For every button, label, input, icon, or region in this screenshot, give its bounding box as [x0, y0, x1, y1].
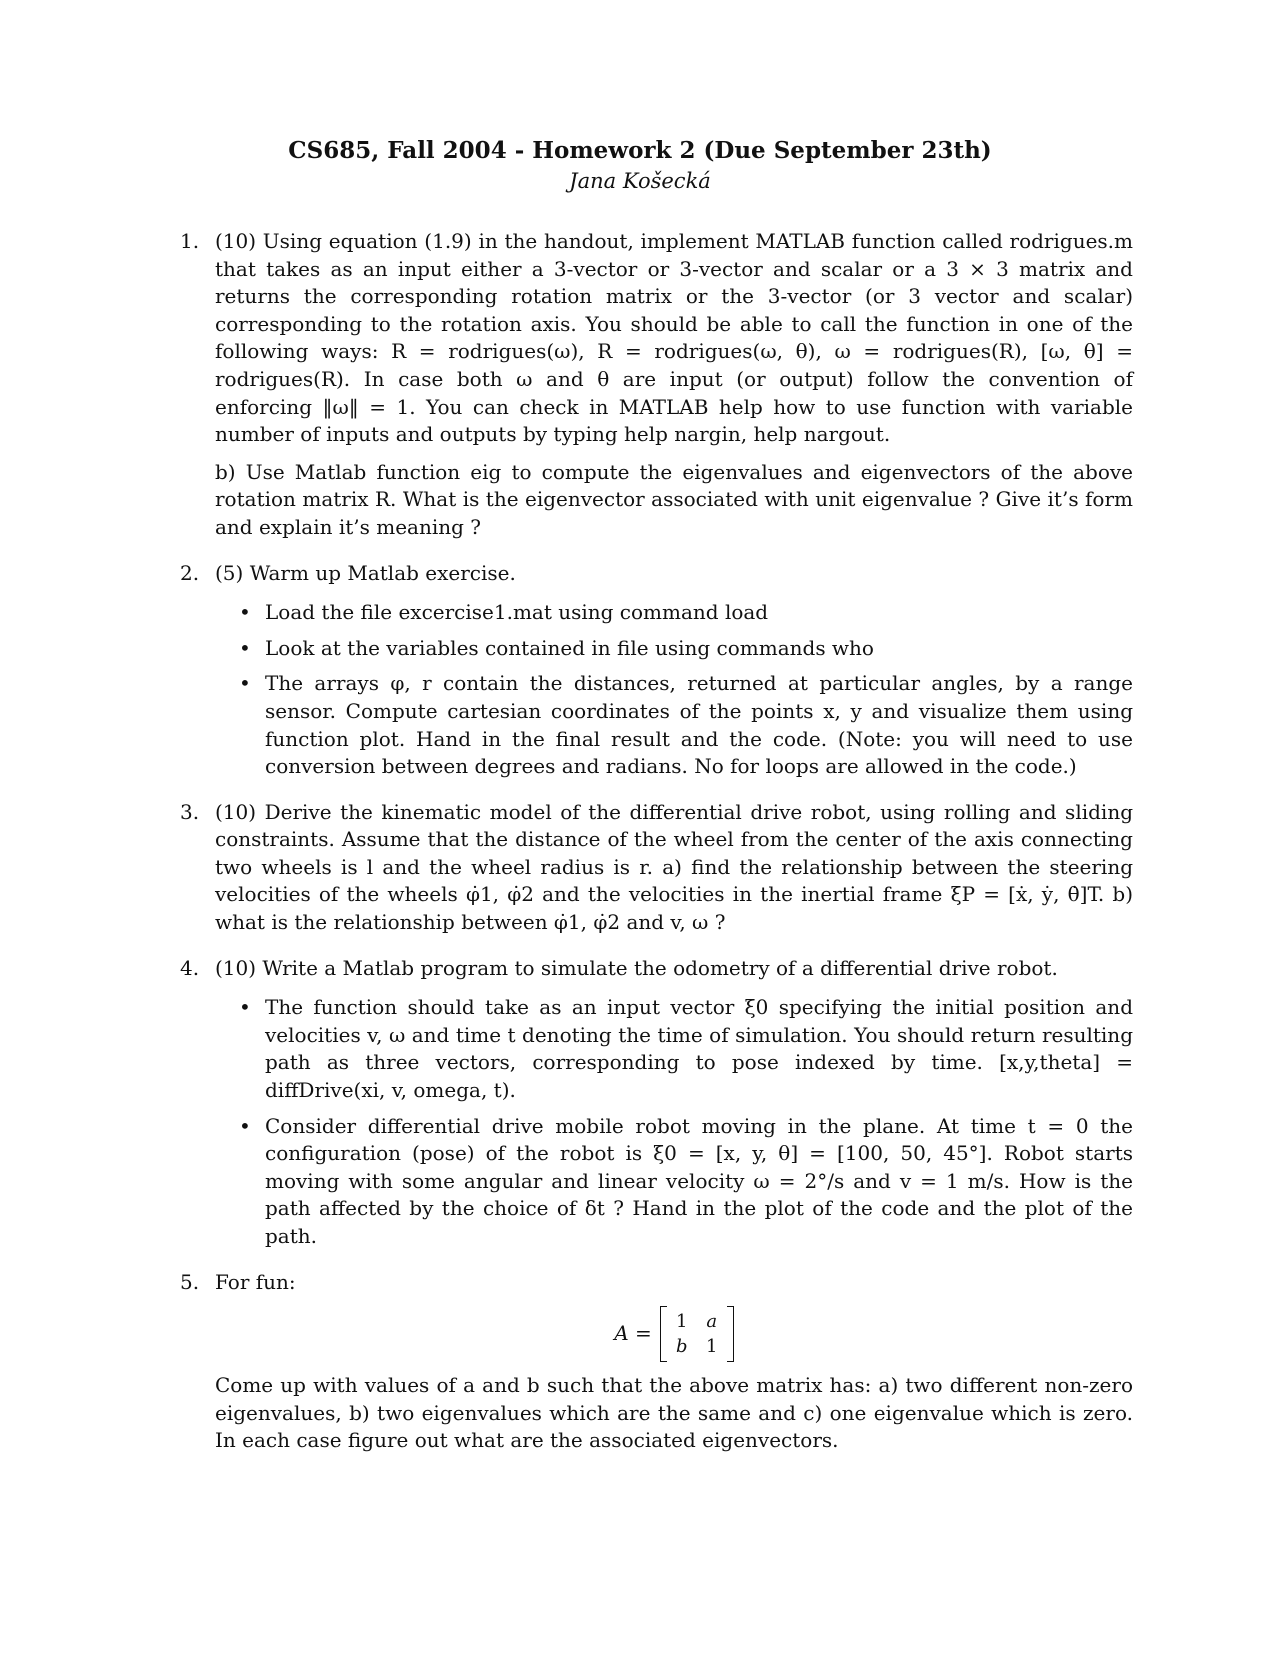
- problem-2: [180, 560, 1133, 781]
- bullet-icon: •: [239, 635, 251, 660]
- problem-5: [180, 1269, 1133, 1455]
- right-bracket: [727, 1306, 734, 1362]
- problem-3: [180, 799, 1133, 937]
- bullet-icon: •: [239, 600, 251, 625]
- list-item: • The function should take as an input vector ξ0 specifying the initial position and velocities v, ω and time t denoting the time of simulation. You should return resulting path as three vectors, corresponding to pose indexed by time. [x,y,theta] = diffDrive(xi, v, omega, t).: [239, 995, 1133, 1103]
- problem-number: 3.: [180, 799, 200, 824]
- list-item: • Load the file excercise1.mat using command load: [265, 599, 1133, 627]
- list-item: • Look at the variables contained in file using commands who: [265, 635, 1133, 663]
- problem-number: 5.: [180, 1269, 200, 1294]
- problem-1: [180, 228, 1133, 542]
- problem-4-text: (10) Write a Matlab program to simulate the odometry of a differential drive robot.: [215, 955, 1058, 980]
- problem-5-intro: For fun:: [215, 1269, 296, 1294]
- author-name: Jana Košecká: [569, 169, 711, 193]
- matrix-cell: 1: [676, 1311, 688, 1333]
- problem-2-bullets: [215, 599, 1133, 781]
- problem-number: 2.: [180, 560, 200, 585]
- problem-number: 1.: [180, 229, 200, 253]
- list-item: • Consider differential drive mobile robot moving in the plane. At time t = 0 the configuration (pose) of the robot is ξ0 = [x, y, θ] = [100, 50, 45°]. Robot starts moving with some angular and linear velocity ω = 2°/s and v = 1 m/s. How is the path affected by the choice of δt ? Hand in the plot of the code and the plot of the path.: [239, 1113, 1133, 1248]
- bullet-icon: •: [239, 995, 251, 1020]
- matrix-cell: 1: [706, 1336, 718, 1358]
- problem-list: [180, 228, 1133, 1473]
- bullet-icon: •: [239, 671, 251, 696]
- bullet-icon: •: [239, 1113, 251, 1138]
- matrix-cells: [667, 1309, 727, 1359]
- matrix-cell: b: [676, 1336, 688, 1358]
- matrix-cell: a: [706, 1311, 718, 1333]
- problem-3-text: (10) Derive the kinematic model of the differential drive robot, using rolling and sliding constraints. Assume that the distance of the wheel from the center of the axis connecting two wheels is l and the wheel radius is r. a) find the relationship between the steering velocities of the wheels φ̇1, φ̇2 and the velocities in the inertial frame ξP = [ẋ, ẏ, θ̇]T. b) what is the relationship between φ̇1, φ̇2 and v, ω ?: [215, 799, 1133, 935]
- problem-5-text: Come up with values of a and b such that the above matrix has: a) two different non-zero eigenvalues, b) two eigenvalues which are the same and c) one eigenvalue which is zero. In each case figure out what are the associated eigenvectors.: [215, 1373, 1133, 1453]
- problem-4: [180, 955, 1133, 1251]
- problem-1-text: (10) Using equation (1.9) in the handout, implement MATLAB function called rodrigues.m that takes as an input either a 3-vector or 3-vector and scalar or a 3 × 3 matrix and returns the corresponding rotation matrix or the 3-vector (or 3 vector and scalar) corresponding to the rotation axis. You should be able to call the function in one of the following ways: R = rodrigues(ω), R = rodrigues(ω, θ), ω = rodrigues(R), [ω, θ] = rodrigues(R). In case both ω and θ are input (or output) follow the convention of enforcing ‖ω‖ = 1. You can check in MATLAB help how to use function with variable number of inputs and outputs by typing help nargin, help nargout.: [215, 229, 1133, 447]
- matrix-equation: [215, 1306, 1133, 1362]
- header: [0, 135, 1280, 195]
- list-item: • The arrays φ, r contain the distances, returned at particular angles, by a range sensor. Compute cartesian coordinates of the points x, y and visualize them using function plot. Hand in the final result and the code. (Note: you will need to use conversion between degrees and radians. No for loops are allowed in the code.): [239, 671, 1133, 779]
- problem-2-text: (5) Warm up Matlab exercise.: [215, 560, 516, 585]
- left-bracket: [660, 1306, 667, 1362]
- matrix-lhs: A =: [614, 1321, 652, 1346]
- problem-number: 4.: [180, 955, 200, 980]
- homework-title: CS685, Fall 2004 - Homework 2 (Due September 23th): [288, 137, 992, 164]
- problem-4-bullets: [215, 994, 1133, 1250]
- problem-1b-text: b) Use Matlab function eig to compute the eigenvalues and eigenvectors of the above rotation matrix R. What is the eigenvector associated with unit eigenvalue ? Give it’s form and explain it’s meaning ?: [215, 459, 1133, 539]
